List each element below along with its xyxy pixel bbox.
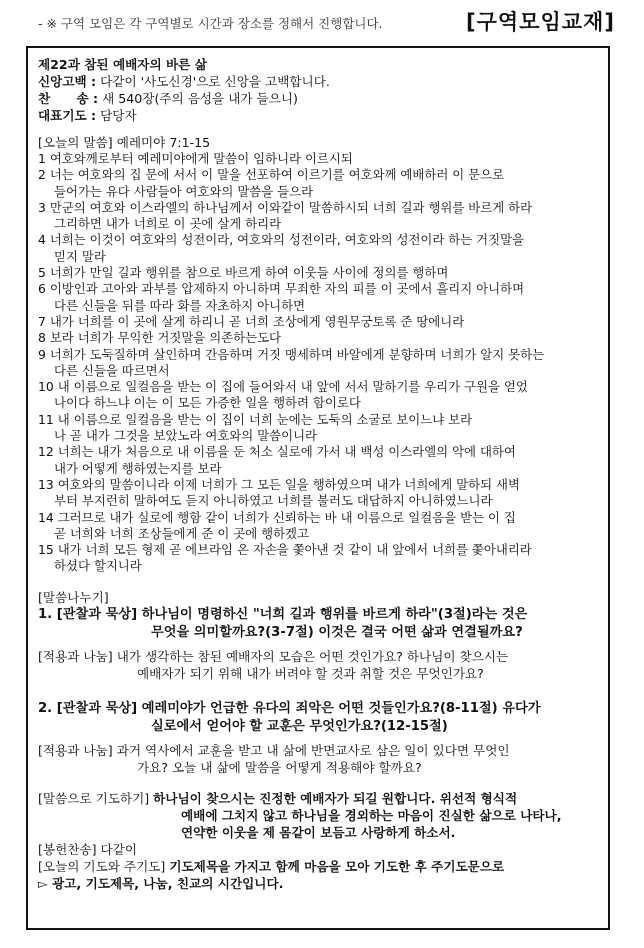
verse-line [38, 444, 608, 460]
verse-line [38, 314, 608, 330]
verse-text: 8 보라 너희가 무익한 거짓말을 의존하는도다 [38, 330, 282, 346]
verse-line [38, 232, 608, 248]
sharing-label: [말씀나누기] [38, 589, 109, 605]
verse-line [38, 347, 608, 363]
verse-line [38, 510, 608, 526]
answer-1-line1: 내가 생각하는 참된 예배자의 모습은 어떤 것인가요? 하나님이 찾으시는 [116, 648, 509, 664]
scripture-reference: 예레미야 7:1-15 [116, 135, 211, 150]
verse-continuation [38, 249, 608, 265]
verse-text: 나이다 하느냐 이는 이 모든 가증한 일을 행하려 함이로다 [54, 395, 361, 411]
question-2 [38, 700, 608, 718]
answer-2-line2: 가요? 오늘 내 삶에 말씀을 어떻게 적용해야 할까요? [137, 759, 422, 775]
verse-continuation [38, 363, 608, 379]
prayer-with-word-tag: [말씀으로 기도하기] [38, 790, 150, 806]
verse-list [38, 151, 608, 575]
verse-text: 들어가는 유다 사람들아 여호와의 말씀을 들으라 [54, 183, 314, 199]
verse-line [38, 167, 608, 183]
verse-continuation [38, 184, 608, 200]
verse-continuation [38, 298, 608, 314]
offering-tag: [봉헌찬송] [38, 841, 97, 857]
verse-text: 7 내가 너희를 이 곳에 살게 하리니 곧 너희 조상에게 영원무궁토록 준 땅에니라 [38, 313, 465, 329]
verse-text: 4 너희는 이것이 여호와의 성전이라, 여호와의 성전이라, 여호와의 성전이라 하는 거짓말을 [38, 232, 525, 248]
prayer-with-word-line1: 하나님이 찾으시는 진정한 예배자가 되길 원합니다. 위선적 형식적 [153, 790, 518, 806]
verse-line [38, 477, 608, 493]
verse-text: 12 너희는 내가 처음으로 내 이름을 둔 처소 실로에 가서 내 백성 이스라엘의 악에 대하여 [38, 444, 516, 460]
today-prayer [38, 858, 608, 875]
verse-continuation [38, 395, 608, 411]
prayer-with-word [38, 790, 608, 807]
prayer-row [38, 107, 608, 124]
verse-line [38, 379, 608, 395]
answer-2-tag: [적용과 나눔] [38, 742, 113, 758]
verse-text: 내가 어떻게 행하였는지를 보라 [54, 460, 222, 476]
confession-label: 신앙고백 : [38, 74, 97, 89]
verse-text: 5 너희가 만일 길과 행위를 참으로 바르게 하여 이웃들 사이에 정의를 행하며 [38, 265, 449, 281]
verse-text: 다른 신들을 뒤를 따라 화를 자초하지 아니하면 [54, 297, 306, 313]
verse-text: 2 너는 여호와의 집 문에 서서 이 말을 선포하여 이르기를 여호와께 예배하러 이 문으로 [38, 167, 505, 183]
answer-2 [38, 742, 608, 759]
verse-text: 1 여호와께로부터 예레미야에게 말씀이 임하니라 이르시되 [38, 151, 353, 166]
verse-text: 6 이방인과 고아와 과부를 압제하지 아니하며 무죄한 자의 피를 이 곳에서 흘리지 아니하며 [38, 281, 525, 297]
verse-line [38, 151, 608, 167]
scripture-label: [오늘의 말씀] [38, 135, 113, 150]
notice-line: ▻ 광고, 기도제목, 나눔, 친교의 시간입니다. [38, 875, 284, 891]
confession-row [38, 73, 608, 90]
question-2-line1: 예레미야가 언급한 유다의 죄악은 어떤 것들인가요?(8-11절) 유다가 [141, 700, 541, 716]
scripture-heading [38, 134, 608, 151]
verse-text: 10 내 이름으로 일컬음을 받는 이 집에 들어와서 내 앞에 서서 말하기를 우리가 구원을 얻었 [38, 379, 528, 395]
question-2-line2: 실로에서 얻어야 할 교훈은 무엇인가요?(12-15절) [151, 718, 448, 734]
verse-text: 다른 신들을 따르면서 [54, 362, 170, 378]
meeting-note: - ※ 구역 모임은 각 구역별로 시간과 장소를 정해서 진행합니다. [38, 16, 383, 31]
answer-2-line1: 과거 역사에서 교훈을 받고 내 삶에 반면교사로 삼은 일이 있다면 무엇인 [116, 742, 510, 758]
verse-continuation [38, 493, 608, 509]
verse-text: 9 너희가 도둑질하며 살인하며 간음하며 거짓 맹세하며 바알에게 분향하며 너희가 알지 못하는 [38, 346, 545, 362]
verse-text: 3 만군의 여호와 이스라엘의 하나님께서 이와같이 말씀하시되 너희 길과 행위를 바르게 하라 [38, 199, 533, 215]
prayer-label: 대표기도 : [38, 108, 97, 123]
hymn-label: 찬 송 : [38, 91, 99, 106]
answer-1 [38, 648, 608, 665]
verse-line [38, 542, 608, 558]
verse-text: 그리하면 내가 너희로 이 곳에 살게 하리라 [54, 216, 282, 232]
prayer-text: 담당자 [100, 108, 137, 123]
verse-text: 14 그러므로 내가 실로에 행함 같이 너희가 신뢰하는 바 내 이름으로 일컬음을 받는 이 집 [38, 509, 516, 525]
verse-line [38, 265, 608, 281]
answer-1-tag: [적용과 나눔] [38, 648, 113, 664]
verse-text: 13 여호와의 말씀이니라 이제 너희가 그 모든 일을 행하였으며 내가 너희에게 말하되 새벽 [38, 476, 520, 492]
question-1-line2: 무엇을 의미할까요?(3-7절) 이것은 결국 어떤 삶과 연결될까요? [151, 624, 523, 640]
verse-text: 15 내가 너희 모든 형제 곧 에브라임 온 자손을 쫓아낸 것 같이 내 앞에서 너희를 쫓아내리라 [38, 542, 532, 558]
verse-line [38, 200, 608, 216]
answer-1-line2: 예배자가 되기 위해 내가 버려야 할 것과 취할 것은 무엇인가요? [137, 665, 484, 681]
today-prayer-text: 기도제목을 가지고 함께 마음을 모아 기도한 후 주기도문으로 [169, 858, 505, 874]
hymn-row [38, 90, 608, 107]
offering-text: 다같이 [100, 841, 138, 857]
question-1 [38, 606, 608, 624]
verse-text: 믿지 말라 [54, 248, 106, 264]
hymn-text: 새 540장(주의 음성을 내가 들으니) [102, 91, 298, 106]
material-badge: [구역모임교재] [466, 10, 615, 34]
lesson-box [26, 46, 610, 930]
verse-line [38, 330, 608, 346]
verse-line [38, 412, 608, 428]
confession-text: 다같이 '사도신경'으로 신앙을 고백합니다. [100, 74, 330, 89]
question-2-tag: 2. [관찰과 묵상] [38, 700, 138, 716]
verse-text: 부터 부지런히 말하여도 듣지 아니하였고 너희를 불러도 대답하지 아니하였느니라 [54, 493, 493, 509]
question-1-line1: 하나님이 명령하신 "너희 길과 행위를 바르게 하라"(3절)라는 것은 [141, 606, 528, 622]
prayer-with-word-line3: 연약한 이웃을 제 몸같이 보듬고 사랑하게 하소서. [181, 824, 456, 840]
verse-continuation [38, 558, 608, 574]
verse-continuation [38, 428, 608, 444]
today-prayer-tag: [오늘의 기도와 주기도] [38, 858, 166, 874]
verse-continuation [38, 526, 608, 542]
lesson-title: 제22과 참된 예배자의 바른 삶 [38, 57, 207, 72]
offering-hymn [38, 841, 608, 858]
verse-text: 나 곧 내가 그것을 보았노라 여호와의 말씀이니라 [54, 428, 318, 444]
prayer-with-word-line2: 예배에 그치지 않고 하나님을 경외하는 마음이 진실한 삶으로 나타나, [181, 807, 562, 823]
verse-text: 11 내 이름으로 일컬음을 받는 이 집이 너희 눈에는 도둑의 소굴로 보이느냐 보라 [38, 411, 473, 427]
verse-continuation [38, 461, 608, 477]
question-1-tag: 1. [관찰과 묵상] [38, 606, 138, 622]
verse-text: 하셨다 할지니라 [54, 558, 142, 574]
verse-line [38, 281, 608, 297]
verse-continuation [38, 216, 608, 232]
verse-text: 곧 너희와 너희 조상들에게 준 이 곳에 행하겠고 [54, 525, 309, 541]
